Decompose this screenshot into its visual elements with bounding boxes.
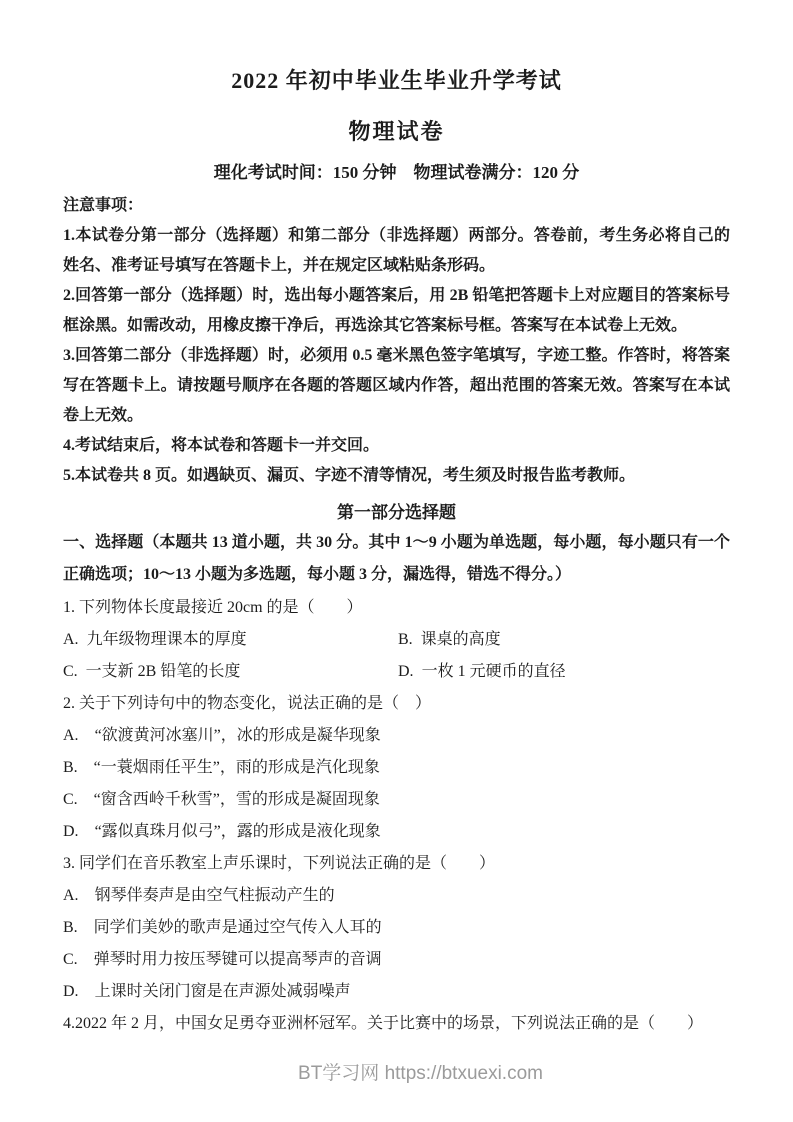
question-1-option-a xyxy=(63,624,398,656)
question-3-option-b xyxy=(63,912,730,944)
option-label: A. xyxy=(63,631,79,648)
exam-subtitle: 物理试卷 xyxy=(348,119,445,144)
question-2-option-a xyxy=(63,720,730,752)
option-label: B. xyxy=(63,759,78,776)
question-1-option-d xyxy=(398,656,730,688)
notice-heading: 注意事项： xyxy=(63,197,144,214)
option-text: 九年级物理课本的厚度 xyxy=(86,631,247,648)
question-2-option-b xyxy=(63,752,730,784)
question-2 xyxy=(63,688,730,848)
option-label: B. xyxy=(398,631,413,648)
exam-title: 2022 年初中毕业生毕业升学考试 xyxy=(231,68,562,93)
option-label: C. xyxy=(63,791,78,808)
option-text: “一蓑烟雨任平生”，雨的形成是汽化现象 xyxy=(93,759,380,776)
question-3-text: 3. 同学们在音乐教室上声乐课时，下列说法正确的是（ ） xyxy=(63,855,496,872)
option-text: 一枚 1 元硬币的直径 xyxy=(421,663,566,680)
question-3-option-d xyxy=(63,976,730,1008)
option-label: C. xyxy=(63,951,78,968)
exam-info-line: 理化考试时间：150 分钟 物理试卷满分：120 分 xyxy=(213,163,580,182)
notice-item-3: 3.回答第二部分（非选择题）时，必须用 0.5 毫米黑色签字笔填写，字迹工整。作答时，将答案写在答题卡上。请按题号顺序在各题的答题区域内作答，超出范围的答案无效。答案写在本试卷上无效。 xyxy=(63,347,730,424)
notice-item-5: 5.本试卷共 8 页。如遇缺页、漏页、字迹不清等情况，考生须及时报告监考教师。 xyxy=(63,467,636,484)
option-label: D. xyxy=(63,823,79,840)
option-label: A. xyxy=(63,727,79,744)
option-text: 课桌的高度 xyxy=(420,631,501,648)
option-text: 上课时关闭门窗是在声源处减弱噪声 xyxy=(94,983,351,1000)
option-label: C. xyxy=(63,663,78,680)
question-1-options xyxy=(63,624,730,688)
question-1-option-b xyxy=(398,624,730,656)
question-3-option-a xyxy=(63,880,730,912)
option-text: “露似真珠月似弓”，露的形成是液化现象 xyxy=(94,823,381,840)
option-text: 同学们美妙的歌声是通过空气传入人耳的 xyxy=(93,919,382,936)
question-3-option-c xyxy=(63,944,730,976)
notice-item-2: 2.回答第一部分（选择题）时，选出每小题答案后，用 2B 铅笔把答题卡上对应题目的答案标号框涂黑。如需改动，用橡皮擦干净后，再选涂其它答案标号框。答案写在本试卷上无效。 xyxy=(63,287,730,334)
questions-section xyxy=(63,592,730,1040)
question-1-option-c xyxy=(63,656,398,688)
question-4 xyxy=(63,1008,730,1040)
option-text: 钢琴伴奏声是由空气柱振动产生的 xyxy=(94,887,335,904)
question-2-option-d xyxy=(63,816,730,848)
question-2-text: 2. 关于下列诗句中的物态变化，说法正确的是（ ） xyxy=(63,695,432,712)
option-text: “窗含西岭千秋雪”，雪的形成是凝固现象 xyxy=(93,791,380,808)
part1-heading: 第一部分选择题 xyxy=(337,503,456,522)
question-4-text: 4.2022 年 2 月，中国女足勇夺亚洲杯冠军。关于比赛中的场景，下列说法正确的是（ ） xyxy=(63,1015,704,1032)
option-label: D. xyxy=(63,983,79,1000)
option-label: B. xyxy=(63,919,78,936)
section1-intro: 一、选择题（本题共 13 道小题，共 30 分。其中 1～9 小题为单选题，每小题，每小题只有一个正确选项；10～13 小题为多选题，每小题 3 分，漏选得，错选不得分。） xyxy=(63,534,730,583)
question-1 xyxy=(63,592,730,688)
option-text: 一支新 2B 铅笔的长度 xyxy=(85,663,241,680)
notice-section xyxy=(63,191,730,491)
notice-item-4: 4.考试结束后，将本试卷和答题卡一并交回。 xyxy=(63,437,380,454)
notice-item-1: 1.本试卷分第一部分（选择题）和第二部分（非选择题）两部分。答卷前，考生务必将自己的姓名、准考证号填写在答题卡上，并在规定区域粘贴条形码。 xyxy=(63,227,730,274)
question-2-option-c xyxy=(63,784,730,816)
question-1-text: 1. 下列物体长度最接近 20cm 的是（ ） xyxy=(63,599,363,616)
option-text: “欲渡黄河冰塞川”，冰的形成是凝华现象 xyxy=(94,727,381,744)
option-label: A. xyxy=(63,887,79,904)
option-label: D. xyxy=(398,663,414,680)
watermark-text: BT学习网 https://btxuexi.com xyxy=(298,1063,543,1084)
option-text: 弹琴时用力按压琴键可以提高琴声的音调 xyxy=(93,951,382,968)
question-3 xyxy=(63,848,730,1008)
